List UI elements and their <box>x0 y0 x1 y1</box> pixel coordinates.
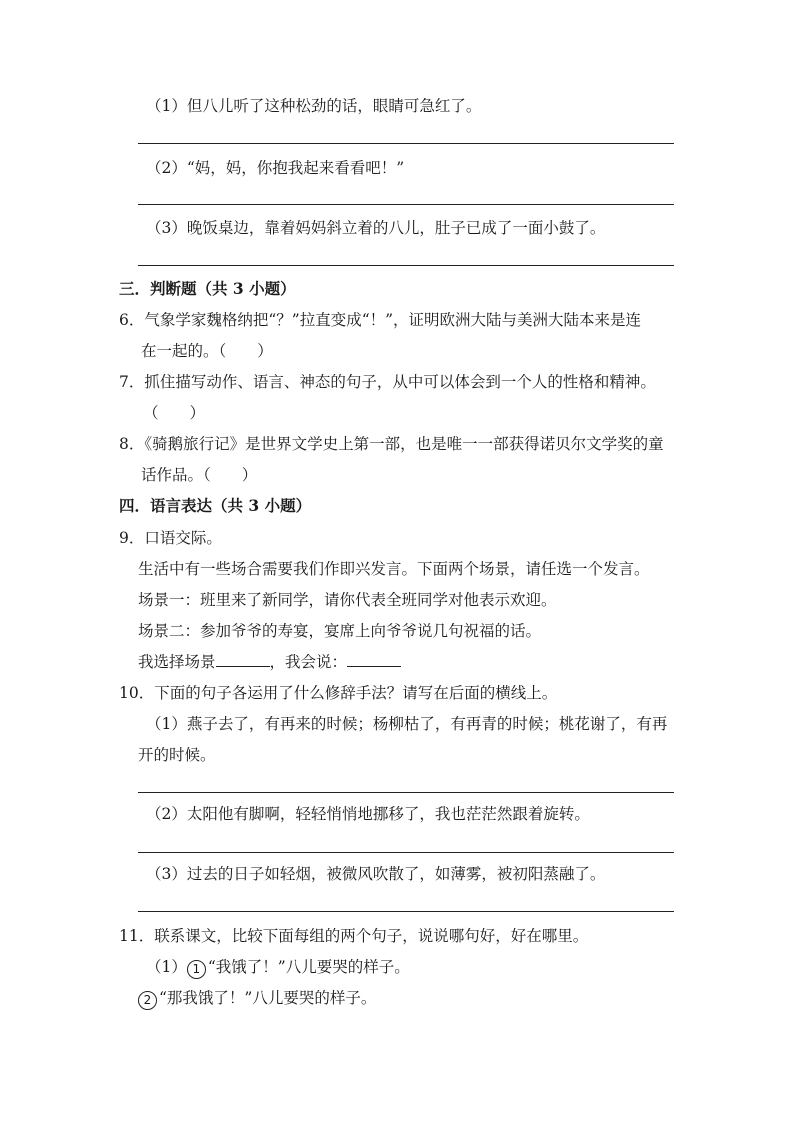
question-6-line-1: 6．气象学家魏格纳把“？”拉直变成“！”，证明欧洲大陆与美洲大陆本来是连 <box>119 311 642 329</box>
question-10-sentence-2: （2）太阳他有脚啊，轻轻悄悄地挪移了，我也茫茫然跟着旋转。 <box>146 805 590 823</box>
sentence-1: （1）但八儿听了这种松劲的话，眼睛可急红了。 <box>146 97 482 115</box>
answer-prefix: 我选择场景 <box>138 653 216 671</box>
answer-line-2[interactable] <box>138 204 674 205</box>
answer-middle: ，我会说： <box>269 653 348 671</box>
question-11-group-1-b <box>138 988 376 1010</box>
circled-number-1: 1 <box>187 960 206 979</box>
question-8-line-2: 话作品。（ ） <box>141 466 258 484</box>
section-4-heading: 四．语言表达（共 3 小题） <box>119 496 312 515</box>
question-7-line-1: 7．抓住描写动作、语言、神态的句子，从中可以体会到一个人的性格和精神。 <box>119 373 656 391</box>
answer-line-1[interactable] <box>138 143 674 144</box>
sentence-b: “那我饿了！”八儿要哭的样子。 <box>159 989 377 1007</box>
question-10-sentence-3: （3）过去的日子如轻烟，被微风吹散了，如薄雾，被初阳蒸融了。 <box>146 865 606 883</box>
sentence-a: “我饿了！”八儿要哭的样子。 <box>207 958 410 976</box>
group-1-prefix: （1） <box>146 958 187 976</box>
circled-number-2: 2 <box>138 991 157 1010</box>
question-11-title: 11．联系课文，比较下面每组的两个句子，说说哪句好，好在哪里。 <box>119 927 589 945</box>
answer-line-6[interactable] <box>138 911 674 912</box>
section-3-heading: 三．判断题（共 3 小题） <box>119 279 296 298</box>
question-9-intro: 生活中有一些场合需要我们作即兴发言。下面两个场景，请任选一个发言。 <box>138 560 650 578</box>
question-10-sentence-1-line-2: 开的时候。 <box>138 746 216 764</box>
sentence-3: （3）晚饭桌边，靠着妈妈斜立着的八儿，肚子已成了一面小鼓了。 <box>146 219 606 237</box>
question-9-scene-2: 场景二：参加爷爷的寿宴，宴席上向爷爷说几句祝福的话。 <box>138 622 542 640</box>
question-10-title: 10．下面的句子各运用了什么修辞手法？请写在后面的横线上。 <box>119 684 558 702</box>
question-9-scene-1: 场景一：班里来了新同学，请你代表全班同学对他表示欢迎。 <box>138 591 557 609</box>
question-10-sentence-1-line-1: （1）燕子去了，有再来的时候；杨柳枯了，有再青的时候；桃花谢了，有再 <box>146 715 668 733</box>
question-8-line-1: 8．《骑鹅旅行记》是世界文学史上第一部，也是唯一一部获得诺贝尔文学奖的童 <box>119 435 664 453</box>
question-11-group-1-a <box>146 957 410 979</box>
question-6-line-2: 在一起的。（ ） <box>141 342 273 360</box>
answer-line-4[interactable] <box>138 792 674 793</box>
sentence-2: （2）“妈，妈，你抱我起来看看吧！” <box>146 159 405 177</box>
answer-line-3[interactable] <box>138 265 674 266</box>
question-9-answer-row <box>138 652 401 672</box>
question-7-line-2: （ ） <box>143 404 206 422</box>
speech-blank[interactable] <box>347 652 401 667</box>
scene-choice-blank[interactable] <box>216 652 270 667</box>
question-9-title: 9．口语交际。 <box>119 529 222 547</box>
answer-line-5[interactable] <box>138 852 674 853</box>
